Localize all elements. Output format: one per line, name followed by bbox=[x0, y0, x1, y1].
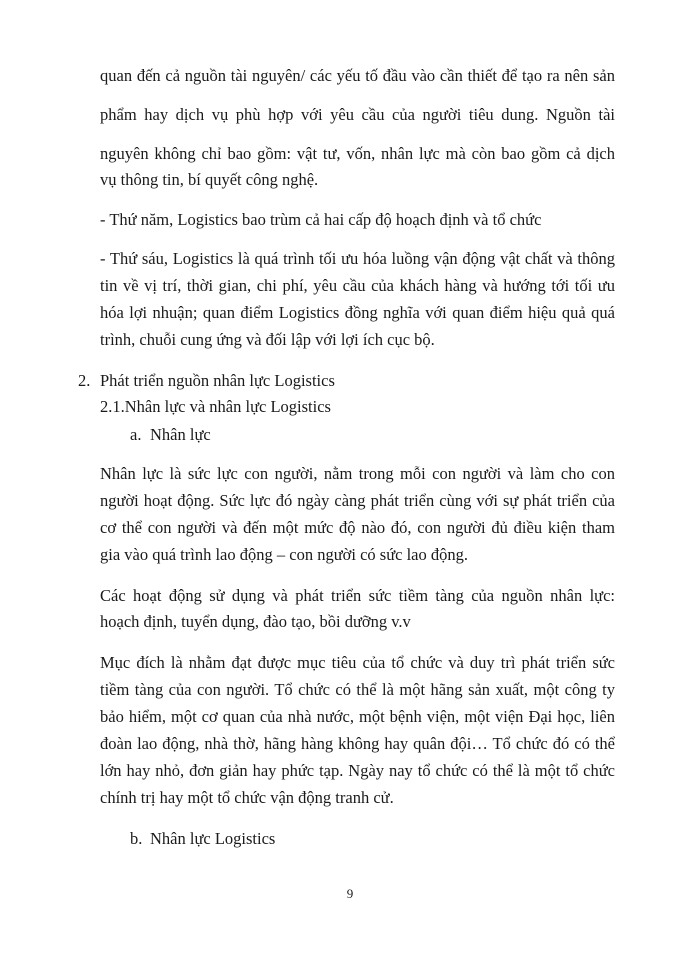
p6-line-6: chính trị hay một tổ chức vận động tranh cử. bbox=[100, 788, 394, 807]
section-2-number: 2. bbox=[78, 371, 91, 390]
p3-line-1: - Thứ sáu, Logistics là quá trình tối ưu hóa luồng vận động vật chất và thông bbox=[100, 249, 615, 268]
section-2-title: Phát triển nguồn nhân lực Logistics bbox=[100, 371, 335, 390]
p3-line-3: hóa lợi nhuận; quan điểm Logistics đồng nghĩa với quan điểm hiệu quả quá bbox=[100, 303, 615, 322]
section-2-1-heading: 2.1.Nhân lực và nhân lực Logistics bbox=[100, 397, 331, 416]
subsection-b-title: Nhân lực Logistics bbox=[150, 829, 276, 848]
p3-line-4: trình, chuỗi cung ứng và đối lập với lợi ích cục bộ. bbox=[100, 330, 435, 349]
p6-line-3: bảo hiểm, một cơ quan của nhà nước, một bệnh viện, một viện Đại học, liên bbox=[100, 707, 615, 726]
p2-line-1: - Thứ năm, Logistics bao trùm cả hai cấp độ hoạch định và tổ chức bbox=[100, 210, 542, 229]
subsection-a-title: Nhân lực bbox=[150, 425, 211, 444]
p6-line-5: lớn hay nhỏ, đơn giản hay phức tạp. Ngày nay tổ chức có thể là một tổ chức bbox=[100, 761, 615, 780]
p5-line-1: Các hoạt động sử dụng và phát triển sức tiềm tàng của nguồn nhân lực: bbox=[100, 586, 615, 605]
subsection-a-number: a. bbox=[130, 425, 142, 444]
p1-line-2: phẩm hay dịch vụ phù hợp với yêu cầu của người tiêu dung. Nguồn tài bbox=[100, 105, 615, 124]
p4-line-3: cơ thể con người và đến một mức độ nào đó, con người đủ điều kiện tham bbox=[100, 518, 615, 537]
p4-line-1: Nhân lực là sức lực con người, nằm trong mỗi con người và làm cho con bbox=[100, 464, 615, 483]
page-number: 9 bbox=[346, 886, 354, 901]
section-2-heading bbox=[78, 371, 335, 391]
p6-line-4: đoàn lao động, nhà thờ, hãng hàng không hay quân đội… Tổ chức đó có thể bbox=[100, 734, 615, 753]
p1-line-1: quan đến cả nguồn tài nguyên/ các yếu tố đầu vào cần thiết để tạo ra nên sản bbox=[100, 66, 615, 85]
p3-line-2: tin về vị trí, thời gian, chi phí, yêu cầu của khách hàng và hướng tới tối ưu bbox=[100, 276, 615, 295]
p1-line-4: vụ thông tin, bí quyết công nghệ. bbox=[100, 170, 319, 189]
p5-line-2: hoạch định, tuyển dụng, đào tạo, bồi dưỡng v.v bbox=[100, 612, 411, 631]
p1-line-3: nguyên không chỉ bao gồm: vật tư, vốn, nhân lực mà còn bao gồm cả dịch bbox=[100, 144, 615, 163]
p4-line-2: người hoạt động. Sức lực đó ngày càng phát triển cùng với sự phát triển của bbox=[100, 491, 615, 510]
p4-line-4: gia vào quá trình lao động – con người có sức lao động. bbox=[100, 545, 468, 564]
p6-line-1: Mục đích là nhằm đạt được mục tiêu của tổ chức và duy trì phát triển sức bbox=[100, 653, 615, 672]
subsection-a-heading bbox=[130, 425, 211, 445]
p6-line-2: tiềm tàng của con người. Tổ chức có thể là một hãng sản xuất, một công ty bbox=[100, 680, 615, 699]
subsection-b-heading bbox=[130, 829, 275, 849]
subsection-b-number: b. bbox=[130, 829, 143, 848]
